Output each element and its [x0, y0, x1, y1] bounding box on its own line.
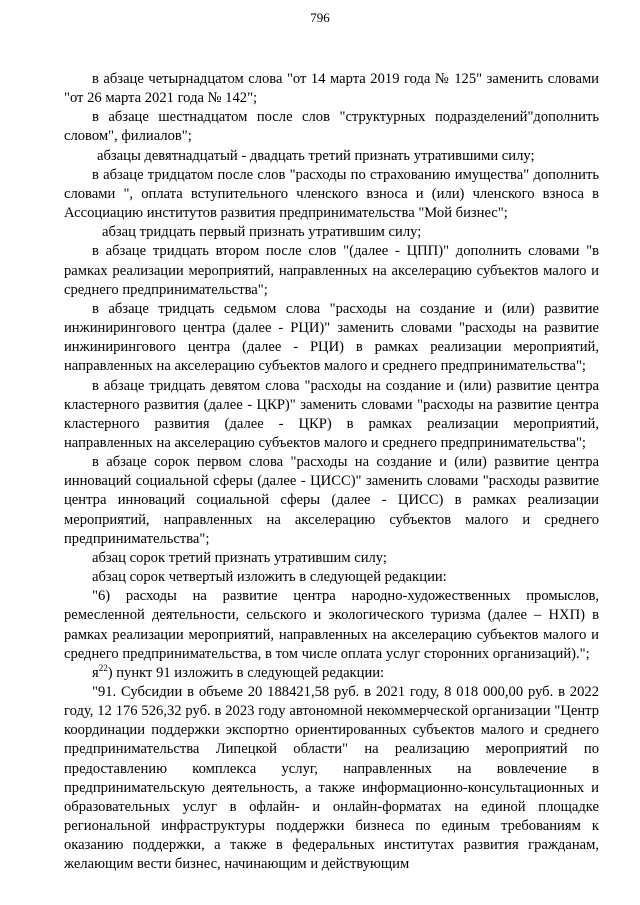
paragraph-3: абзацы девятнадцатый - двадцать третий признать утратившими силу; [97, 147, 535, 164]
document-body [64, 70, 599, 875]
paragraph-5: абзац тридцать первый признать утратившим силу; [102, 224, 422, 241]
paragraph-11: абзац сорок четвертый изложить в следующей редакции: [92, 569, 447, 586]
paragraph-7: в абзаце тридцать седьмом слова "расходы на создание и (или) развитие инжинирингового центра (далее - РЦИ)" заменить словами "расходы на развитие инжинирингового центра (далее - РЦИ) в рамках реализации мероприятий, направленных на акселерацию субъектов малого и среднего предпринимательства"; [64, 300, 599, 375]
paragraph-6: в абзаце тридцать втором после слов "(далее - ЦПП)" дополнить словами "в рамках реализации мероприятий, направленных на акселерацию субъектов малого и среднего предпринимательства"; [64, 243, 599, 298]
item-prefix: я [92, 664, 99, 681]
paragraph-12-quote: "6) расходы на развитие центра народно-художественных промыслов, ремесленной деятельности, сельского и экологического туризма (далее – НХП) в рамках реализации мероприятий, направленных на акселерацию субъектов малого и среднего предпринимательства, в том числе оплата услуг сторонних организаций)."; [64, 588, 599, 662]
item-rest: ) пункт 91 изложить в следующей редакции: [107, 664, 385, 681]
final-paragraph: "91. Субсидии в объеме 20 188421,58 руб. в 2021 году, 8 018 000,00 руб. в 2022 году, 12 176 526,32 руб. в 2023 году автономной некоммерческой организации "Центр координации поддержки экспортно ориентированных субъектов малого и среднего предпринимательства Липецкой области" на реализацию мероприятий по предоставлению комплекса услуг, направленных на вовлечение в предпринимательскую деятельность, а также информационно-консультационных и образовательных услуг в офлайн- и онлайн-форматах на единой площадке региональной инфраструктуры поддержки бизнеса по единым требованиям к оказанию поддержки, а также в федеральных институтах развития гражданам, желающим вести бизнес, начинающим и действующим [64, 684, 599, 873]
page-number: 796 [310, 10, 330, 25]
paragraph-9: в абзаце сорок первом слова "расходы на создание и (или) развитие центра инноваций социальной сферы (далее - ЦИСС)" заменить словами "расходы развитие центра инноваций социальной сферы (далее - ЦИСС) в рамках реализации мероприятий, направленных на акселерацию субъектов малого и среднего предпринимательства"; [64, 454, 599, 547]
paragraph-10: абзац сорок третий признать утратившим силу; [92, 549, 387, 566]
paragraph-1: в абзаце четырнадцатом слова "от 14 марта 2019 года № 125" заменить словами "от 26 марта 2021 года № 142"; [64, 71, 599, 107]
paragraph-4: в абзаце тридцатом после слов "расходы по страхованию имущества" дополнить словами ", оплата вступительного членского взноса и (или) членского взноса в Ассоциацию институтов развития предпринимательства "Мой бизнес"; [64, 166, 599, 222]
paragraph-2: в абзаце шестнадцатом после слов "структурных подразделений"дополнить словом", филиалов"; [64, 109, 599, 145]
item-paragraph [64, 664, 599, 683]
paragraph-8: в абзаце тридцать девятом слова "расходы на создание и (или) развитие центра кластерного развития (далее - ЦКР)" заменить словами "расходы на развитие центра кластерного развития (далее - ЦКР) в рамках реализации мероприятий, направленных на акселерацию субъектов малого и среднего предпринимательства"; [64, 377, 599, 451]
item-superscript: 22 [98, 662, 108, 673]
